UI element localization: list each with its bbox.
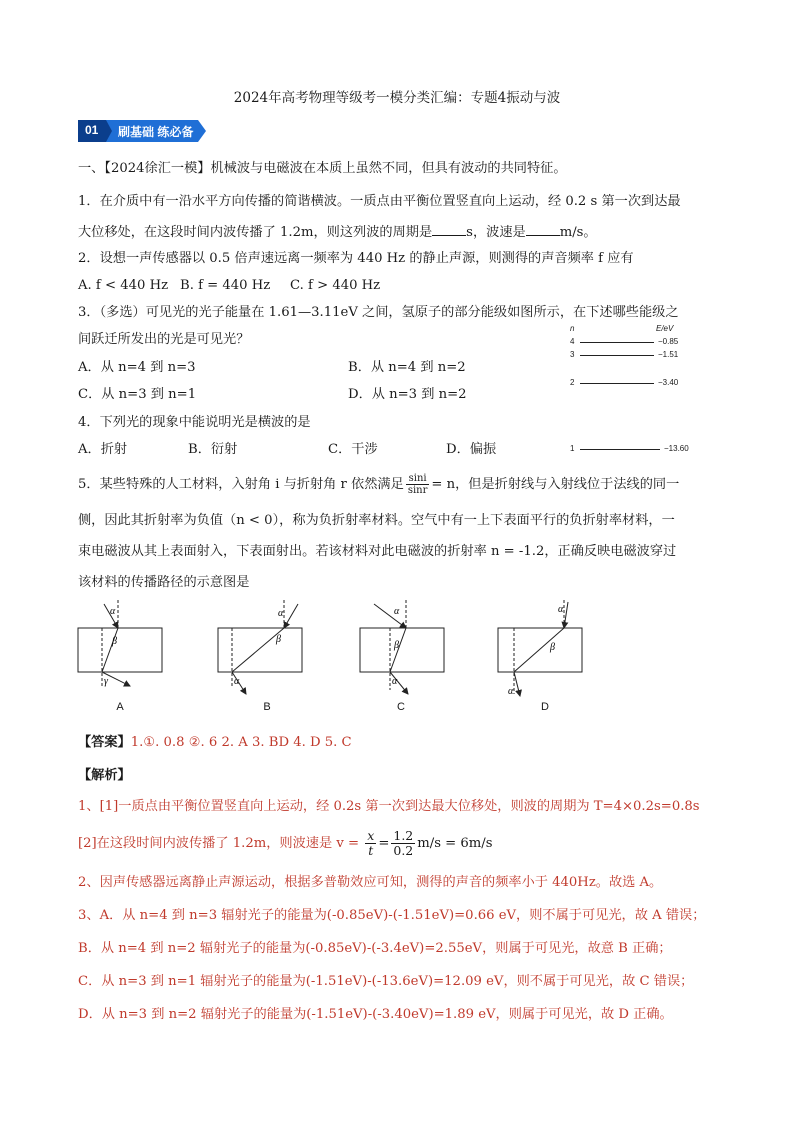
analysis-4: 3、A．从 n=4 到 n=3 辐射光子的能量为(-0.85eV)-(-1.51eV)=0.66 eV，则不属于可见光，故 A 错误； bbox=[78, 908, 706, 923]
q3-option-a: A．从 n=4 到 n=3 bbox=[78, 360, 196, 375]
q5-line1 bbox=[78, 473, 679, 496]
alpha-label: α bbox=[234, 676, 240, 687]
answer-label: 【答案】 bbox=[78, 735, 131, 750]
q2-stem: 2．设想一声传感器以 0.5 倍声速远离一频率为 440 Hz 的静止声源，则测得的声音频率 f 应有 bbox=[78, 251, 634, 266]
frac-num: sini bbox=[406, 473, 430, 485]
alpha-label: α bbox=[392, 676, 398, 687]
alpha-label: α bbox=[558, 604, 564, 615]
q5-line3: 束电磁波从其上表面射入，下表面射出。若该材料对此电磁波的折射率 n = -1.2，正确反映电磁波穿过 bbox=[78, 544, 677, 559]
level-line bbox=[580, 383, 654, 384]
q5-line2: 侧，因此其折射率为负值（n < 0），称为负折射率材料。空气中有一上下表面平行的负折射率材料，一 bbox=[78, 513, 675, 528]
energy-level-diagram bbox=[566, 320, 696, 460]
q1-blank-speed bbox=[526, 223, 560, 236]
level-n: 1 bbox=[570, 444, 575, 453]
q2-option-b: B. f = 440 Hz bbox=[180, 278, 271, 293]
refraction-diagrams bbox=[70, 598, 590, 700]
q4-option-c: C．干涉 bbox=[328, 442, 378, 457]
analysis-7: D．从 n=3 到 n=2 辐射光子的能量为(-1.51eV)-(-3.40eV)=1.89 eV，则属于可见光，故 D 正确。 bbox=[78, 1007, 673, 1022]
level-line bbox=[580, 355, 654, 356]
answer-line bbox=[78, 734, 352, 752]
frac-num: x bbox=[367, 828, 375, 843]
q4-stem: 4．下列光的现象中能说明光是横波的是 bbox=[78, 415, 311, 430]
level-energy: −13.60 bbox=[664, 444, 689, 453]
q1-text-c: m/s。 bbox=[559, 225, 597, 240]
level-energy: −0.85 bbox=[658, 337, 679, 346]
q1-line1: 1．在介质中有一沿水平方向传播的简谐横波。一质点由平衡位置竖直向上运动，经 0.2 s 第一次到达最 bbox=[78, 194, 681, 209]
frac-den: t bbox=[368, 843, 374, 858]
diagram-a bbox=[78, 600, 162, 688]
energy-e-header: E/eV bbox=[656, 324, 674, 333]
answer-text: 1.①. 0.8 ②. 6 2. A 3. BD 4. D 5. C bbox=[130, 735, 352, 750]
q3-line1: 3．（多选）可见光的光子能量在 1.61—3.11eV 之间，氢原子的部分能级如图所示，在下述哪些能级之 bbox=[78, 305, 679, 320]
diagram-label-d: D bbox=[541, 701, 549, 713]
q5-line4: 该材料的传播路径的示意图是 bbox=[78, 575, 250, 590]
equals-sign: = bbox=[378, 836, 390, 851]
banner-text: 刷基础 练必备 bbox=[118, 125, 194, 139]
alpha-label: α bbox=[278, 608, 284, 619]
q3-option-d: D．从 n=3 到 n=2 bbox=[348, 387, 467, 402]
analysis-label: 【解析】 bbox=[78, 768, 131, 783]
q3-option-c: C．从 n=3 到 n=1 bbox=[78, 387, 197, 402]
analysis-3: 2、因声传感器远离静止声源运动，根据多普勒效应可知，测得的声音的频率小于 440Hz。故选 A。 bbox=[78, 875, 663, 890]
alpha-label: α bbox=[508, 686, 514, 697]
q1-blank-period bbox=[432, 223, 466, 236]
alpha-label: α bbox=[110, 606, 116, 617]
q1-text-b: s，波速是 bbox=[466, 225, 526, 240]
fraction-x-t bbox=[365, 829, 376, 858]
analysis-5: B．从 n=4 到 n=2 辐射光子的能量为(-0.85eV)-(-3.4eV)=2.55eV，则属于可见光，故意 B 正确； bbox=[78, 941, 672, 956]
diagram-label-b: B bbox=[263, 701, 271, 713]
q3-line2: 间跃迁所发出的光是可见光？ bbox=[78, 332, 250, 347]
beta-label: β bbox=[394, 640, 399, 651]
level-n: 3 bbox=[570, 350, 575, 359]
q2-option-a: A. f < 440 Hz bbox=[78, 278, 169, 293]
page-title: 2024年高考物理等级考一模分类汇编：专题4振动与波 bbox=[233, 90, 561, 106]
q4-option-d: D．偏振 bbox=[446, 442, 497, 457]
diagram-b bbox=[218, 600, 302, 694]
q2-option-c: C. f > 440 Hz bbox=[290, 278, 381, 293]
diagram-c bbox=[360, 600, 444, 694]
beta-label: β bbox=[112, 636, 117, 647]
level-line bbox=[580, 449, 660, 450]
section-heading: 一、【2024徐汇一模】机械波与电磁波在本质上虽然不同，但具有波动的共同特征。 bbox=[78, 161, 567, 176]
level-line bbox=[580, 342, 654, 343]
alpha-label: α bbox=[394, 606, 400, 617]
analysis-6: C．从 n=3 到 n=1 辐射光子的能量为(-1.51eV)-(-13.6eV)=12.09 eV，则不属于可见光，故 C 错误； bbox=[78, 974, 694, 989]
q5-fraction bbox=[406, 473, 430, 496]
analysis-2-text: [2]在这段时间内波传播了 1.2m，则波速是 v = bbox=[78, 836, 360, 851]
diagram-label-a: A bbox=[116, 701, 124, 713]
diagram-d bbox=[498, 600, 582, 697]
frac-num: 1.2 bbox=[393, 828, 414, 843]
q5-text-a: 5．某些特殊的人工材料，入射角 i 与折射角 r 依然满足 bbox=[78, 477, 404, 492]
level-n: 2 bbox=[570, 378, 575, 387]
q1-line2 bbox=[78, 223, 597, 242]
frac-den: 0.2 bbox=[393, 843, 414, 858]
level-energy: −3.40 bbox=[658, 378, 679, 387]
level-energy: −1.51 bbox=[658, 350, 679, 359]
fraction-values bbox=[391, 829, 415, 858]
analysis-1: 1、[1]一质点由平衡位置竖直向上运动，经 0.2s 第一次到达最大位移处，则波的周期为 T=4×0.2s=0.8s bbox=[78, 799, 700, 814]
level-n: 4 bbox=[570, 337, 575, 346]
analysis-2-result: m/s = 6m/s bbox=[417, 836, 493, 851]
energy-n-header: n bbox=[570, 324, 575, 333]
beta-label: β bbox=[550, 642, 555, 653]
section-banner bbox=[78, 120, 206, 142]
q1-text-a: 大位移处，在这段时间内波传播了 1.2m，则这列波的周期是 bbox=[78, 225, 433, 240]
q4-option-b: B．衍射 bbox=[188, 442, 238, 457]
q5-text-b: = n，但是折射线与入射线位于法线的同一 bbox=[431, 477, 680, 492]
q4-option-a: A．折射 bbox=[78, 442, 128, 457]
banner-number: 01 bbox=[85, 123, 99, 137]
diagram-label-c: C bbox=[397, 701, 405, 713]
q3-option-b: B．从 n=4 到 n=2 bbox=[348, 360, 466, 375]
analysis-2 bbox=[78, 824, 493, 864]
gamma-label: γ bbox=[104, 676, 108, 687]
frac-den: sinr bbox=[407, 485, 428, 496]
beta-label: β bbox=[276, 634, 281, 645]
